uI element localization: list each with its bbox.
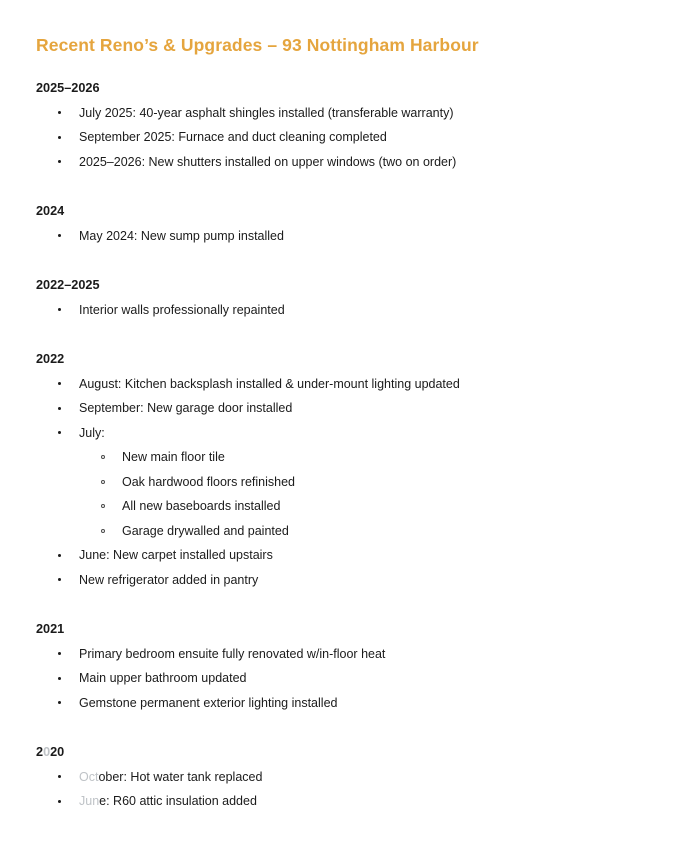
timeline-item [36, 765, 647, 790]
bullet-icon [58, 382, 61, 385]
timeline-item [36, 691, 647, 716]
timeline-subitem [36, 519, 647, 544]
timeline-item-text [79, 770, 262, 784]
timeline-item-text: May 2024: New sump pump installed [79, 228, 284, 243]
timeline-item-text: New refrigerator added in pantry [79, 572, 259, 587]
year-section-2022 [36, 347, 647, 592]
year-section-2020 [36, 740, 647, 814]
timeline-item-text: July: [79, 425, 105, 440]
bullet-icon [58, 775, 61, 778]
circle-bullet-icon [101, 480, 105, 484]
bullet-icon [58, 800, 61, 803]
timeline-item-text: Gemstone permanent exterior lighting installed [79, 695, 338, 710]
bullet-icon [58, 136, 61, 139]
circle-bullet-icon [101, 455, 105, 459]
timeline-item-text: Interior walls professionally repainted [79, 302, 285, 317]
timeline-item-text: 2025–2026: New shutters installed on upper windows (two on order) [79, 154, 457, 169]
year-heading: 2024 [36, 204, 65, 219]
timeline-item [36, 101, 647, 126]
timeline-item [36, 666, 647, 691]
timeline-item [36, 568, 647, 593]
timeline-item [36, 642, 647, 667]
timeline-item-text: Main upper bathroom updated [79, 671, 247, 686]
timeline-subitem-text: Oak hardwood floors refinished [122, 474, 296, 489]
circle-bullet-icon [101, 529, 105, 533]
timeline-item-text-rest: e: R60 attic insulation added [99, 794, 257, 809]
bullet-icon [58, 701, 61, 704]
timeline-subitem-text: New main floor tile [122, 450, 225, 465]
bullet-icon [58, 578, 61, 581]
year-heading-part: 2 [36, 745, 44, 760]
timeline-item [36, 421, 647, 446]
bullet-icon [58, 308, 61, 311]
timeline-item-text: June: New carpet installed upstairs [79, 548, 273, 563]
year-heading-part: 20 [50, 745, 65, 760]
timeline-item [36, 543, 647, 568]
year-section-2024 [36, 199, 647, 248]
timeline-item-text [79, 794, 257, 808]
timeline-item [36, 396, 647, 421]
timeline-item [36, 150, 647, 175]
faded-text-prefix: Oct [79, 769, 99, 784]
timeline-item [36, 789, 647, 814]
circle-bullet-icon [101, 504, 105, 508]
year-heading-part-faded: 0 [43, 745, 51, 760]
timeline-item-text: August: Kitchen backsplash installed & under-mount lighting updated [79, 376, 460, 391]
timeline-subitem [36, 445, 647, 470]
bullet-icon [58, 554, 61, 557]
timeline-item [36, 224, 647, 249]
year-heading: 2021 [36, 622, 65, 637]
year-heading: 2022 [36, 352, 65, 367]
bullet-icon [58, 431, 61, 434]
timeline-item-text-rest: ober: Hot water tank replaced [98, 769, 263, 784]
timeline-item-text: July 2025: 40-year asphalt shingles installed (transferable warranty) [79, 105, 454, 120]
timeline-subitem-text: All new baseboards installed [122, 499, 281, 514]
document-title: Recent Reno’s & Upgrades – 93 Nottingham Harbour [36, 35, 479, 55]
bullet-icon [58, 677, 61, 680]
timeline-item-text: Primary bedroom ensuite fully renovated w/in-floor heat [79, 646, 386, 661]
timeline-item [36, 372, 647, 397]
timeline-item [36, 298, 647, 323]
timeline-subitem [36, 494, 647, 519]
faded-text-prefix: Jun [79, 794, 100, 809]
year-section-2025-2026 [36, 76, 647, 174]
timeline-item [36, 125, 647, 150]
year-heading [36, 740, 647, 765]
timeline-item-text: September: New garage door installed [79, 401, 293, 416]
year-heading: 2025–2026 [36, 81, 100, 96]
timeline-subitem [36, 470, 647, 495]
bullet-icon [58, 160, 61, 163]
year-section-2021 [36, 617, 647, 715]
timeline-item-text: September 2025: Furnace and duct cleaning completed [79, 130, 387, 145]
bullet-icon [58, 652, 61, 655]
year-heading: 2022–2025 [36, 278, 100, 293]
bullet-icon [58, 234, 61, 237]
timeline-subitem-text: Garage drywalled and painted [122, 523, 289, 538]
bullet-icon [58, 407, 61, 410]
bullet-icon [58, 111, 61, 114]
year-section-2022-2025 [36, 273, 647, 322]
